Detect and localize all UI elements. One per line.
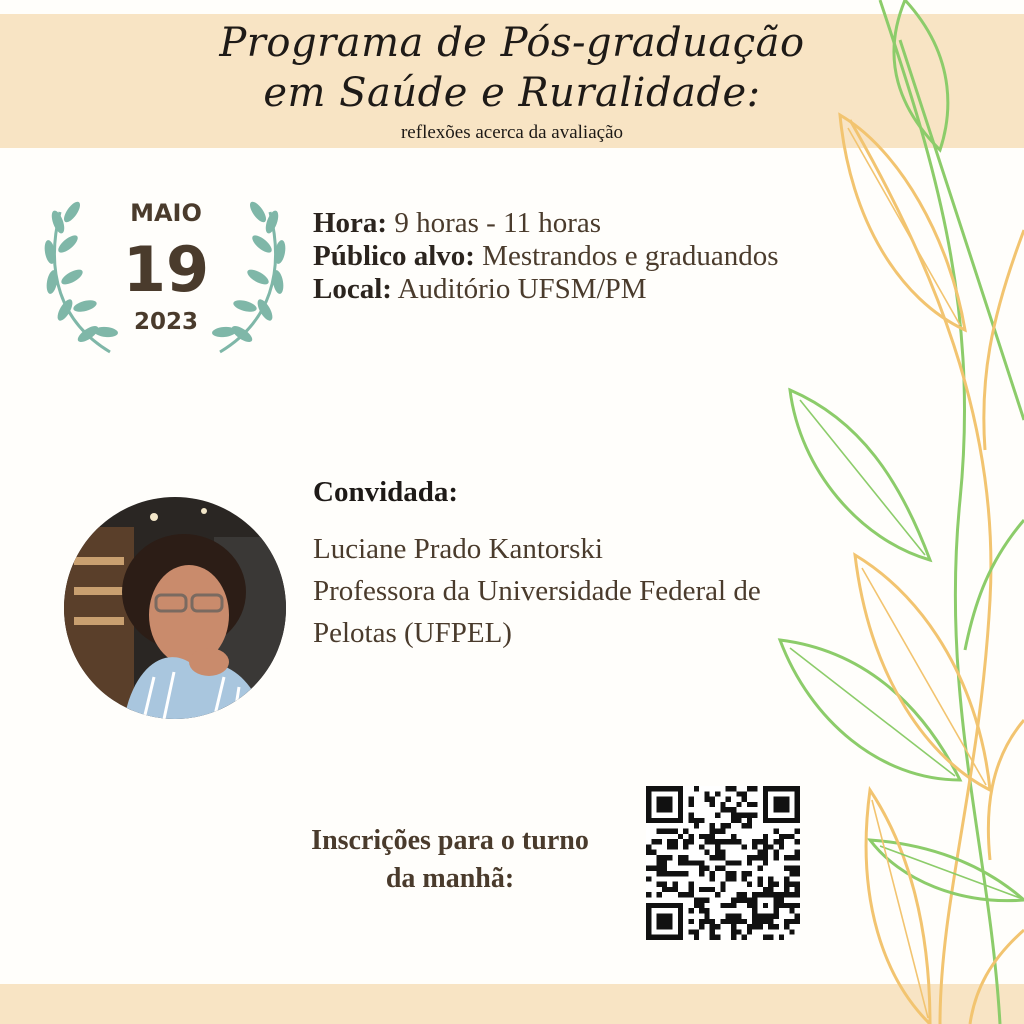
event-title-line2: em Saúde e Ruralidade: <box>263 70 761 116</box>
guest-role-line2: Pelotas (UFPEL) <box>313 617 512 649</box>
detail-location: Local: Auditório UFSM/PM <box>313 273 647 305</box>
guest-photo <box>64 497 286 719</box>
event-subtitle: reflexões acerca da avaliação <box>400 122 624 143</box>
signup-line2: da manhã: <box>385 863 515 894</box>
detail-time: Hora: 9 horas - 11 horas <box>313 207 602 239</box>
date-day: 19 <box>122 233 210 306</box>
guest-role-line1: Professora da Universidade Federal de <box>313 575 761 607</box>
event-details <box>313 207 779 306</box>
guest-label: Convidada: <box>313 476 459 508</box>
event-title-line1: Programa de Pós-graduação <box>219 20 805 66</box>
detail-audience: Público alvo: Mestrandos e graduandos <box>313 240 779 272</box>
guest-name: Luciane Prado Kantorski <box>313 533 603 565</box>
guest-info <box>313 528 761 654</box>
date-year: 2023 <box>133 309 198 335</box>
qr-code-icon[interactable] <box>646 786 800 940</box>
signup-text <box>290 822 610 898</box>
signup-line1: Inscrições para o turno <box>311 825 589 856</box>
date-month: MAIO <box>130 199 202 227</box>
